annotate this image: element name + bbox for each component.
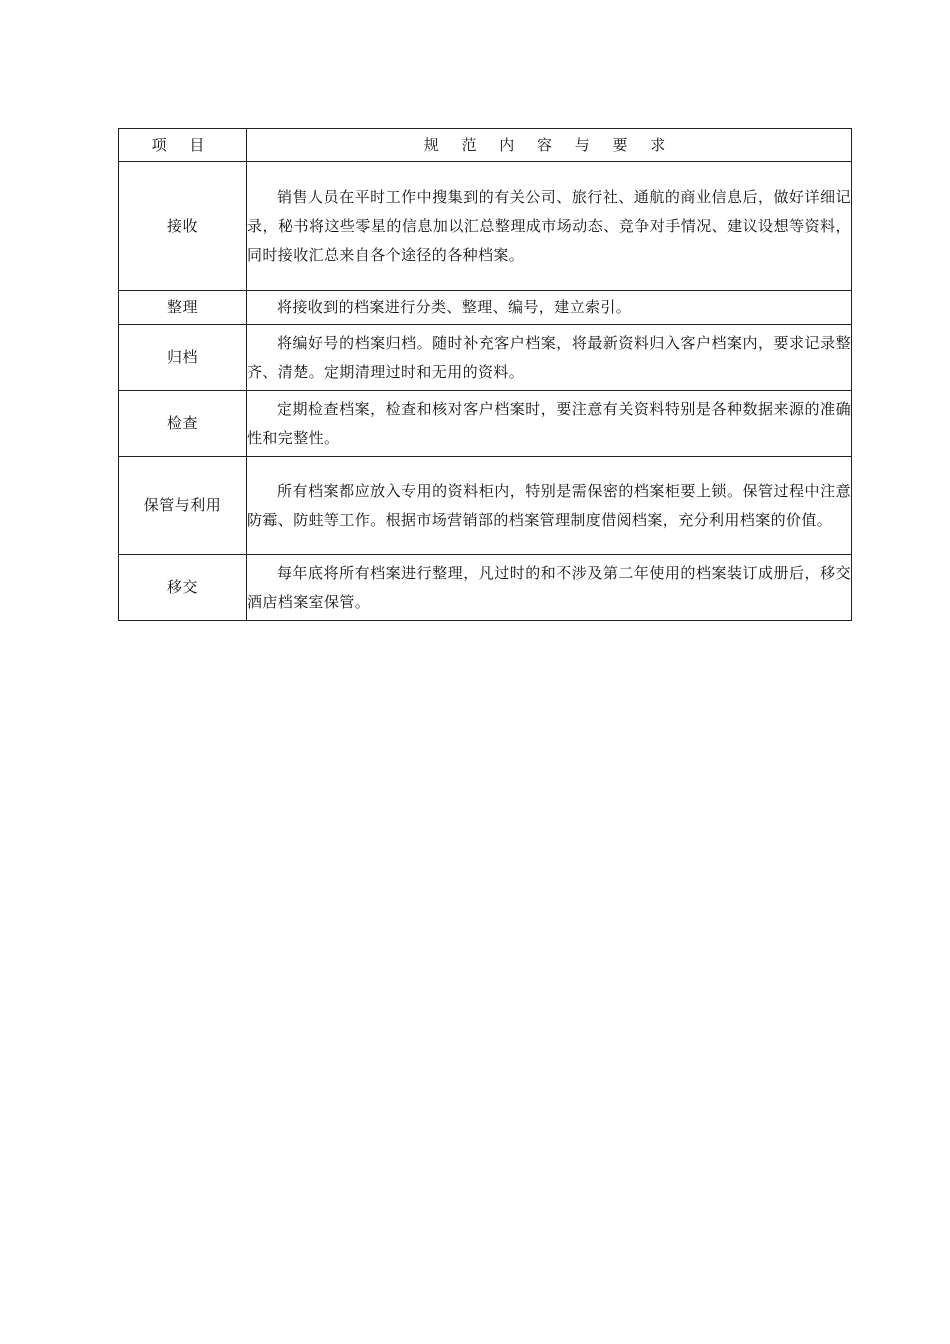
table-row (119, 162, 852, 291)
table-row (119, 391, 852, 457)
row-item-label: 接收 (119, 162, 247, 291)
table-row (119, 457, 852, 555)
archive-spec-table (118, 128, 852, 621)
row-content-text: 定期检查档案，检查和核对客户档案时，要注意有关资料特别是各种数据来源的准确性和完整性。 (247, 399, 851, 447)
row-content-cell (247, 391, 852, 457)
header-content: 规 范 内 容 与 要 求 (247, 129, 852, 162)
row-content-cell (247, 162, 852, 291)
row-item-label: 整理 (119, 291, 247, 325)
row-item-label: 移交 (119, 555, 247, 621)
table-row (119, 291, 852, 325)
row-item-label: 检查 (119, 391, 247, 457)
row-content-text: 每年底将所有档案进行整理，凡过时的和不涉及第二年使用的档案装订成册后，移交酒店档案室保管。 (247, 563, 851, 611)
row-content-text: 所有档案都应放入专用的资料柜内，特别是需保密的档案柜要上锁。保管过程中注意防霉、防蛀等工作。根据市场营销部的档案管理制度借阅档案，充分利用档案的价值。 (247, 481, 851, 529)
row-item-label: 保管与利用 (119, 457, 247, 555)
row-content-cell (247, 291, 852, 325)
row-content-cell (247, 555, 852, 621)
row-content-text: 销售人员在平时工作中搜集到的有关公司、旅行社、通航的商业信息后，做好详细记录，秘书将这些零星的信息加以汇总整理成市场动态、竞争对手情况、建议设想等资料，同时接收汇总来自各个途径的各种档案。 (247, 187, 851, 264)
table-header-row (119, 129, 852, 162)
row-item-label: 归档 (119, 325, 247, 391)
row-content-text: 将接收到的档案进行分类、整理、编号，建立索引。 (277, 298, 632, 316)
table-row (119, 555, 852, 621)
row-content-cell (247, 325, 852, 391)
table-row (119, 325, 852, 391)
row-content-cell (247, 457, 852, 555)
row-content-text: 将编好号的档案归档。随时补充客户档案，将最新资料归入客户档案内，要求记录整齐、清楚。定期清理过时和无用的资料。 (247, 333, 851, 381)
header-item: 项 目 (119, 129, 247, 162)
